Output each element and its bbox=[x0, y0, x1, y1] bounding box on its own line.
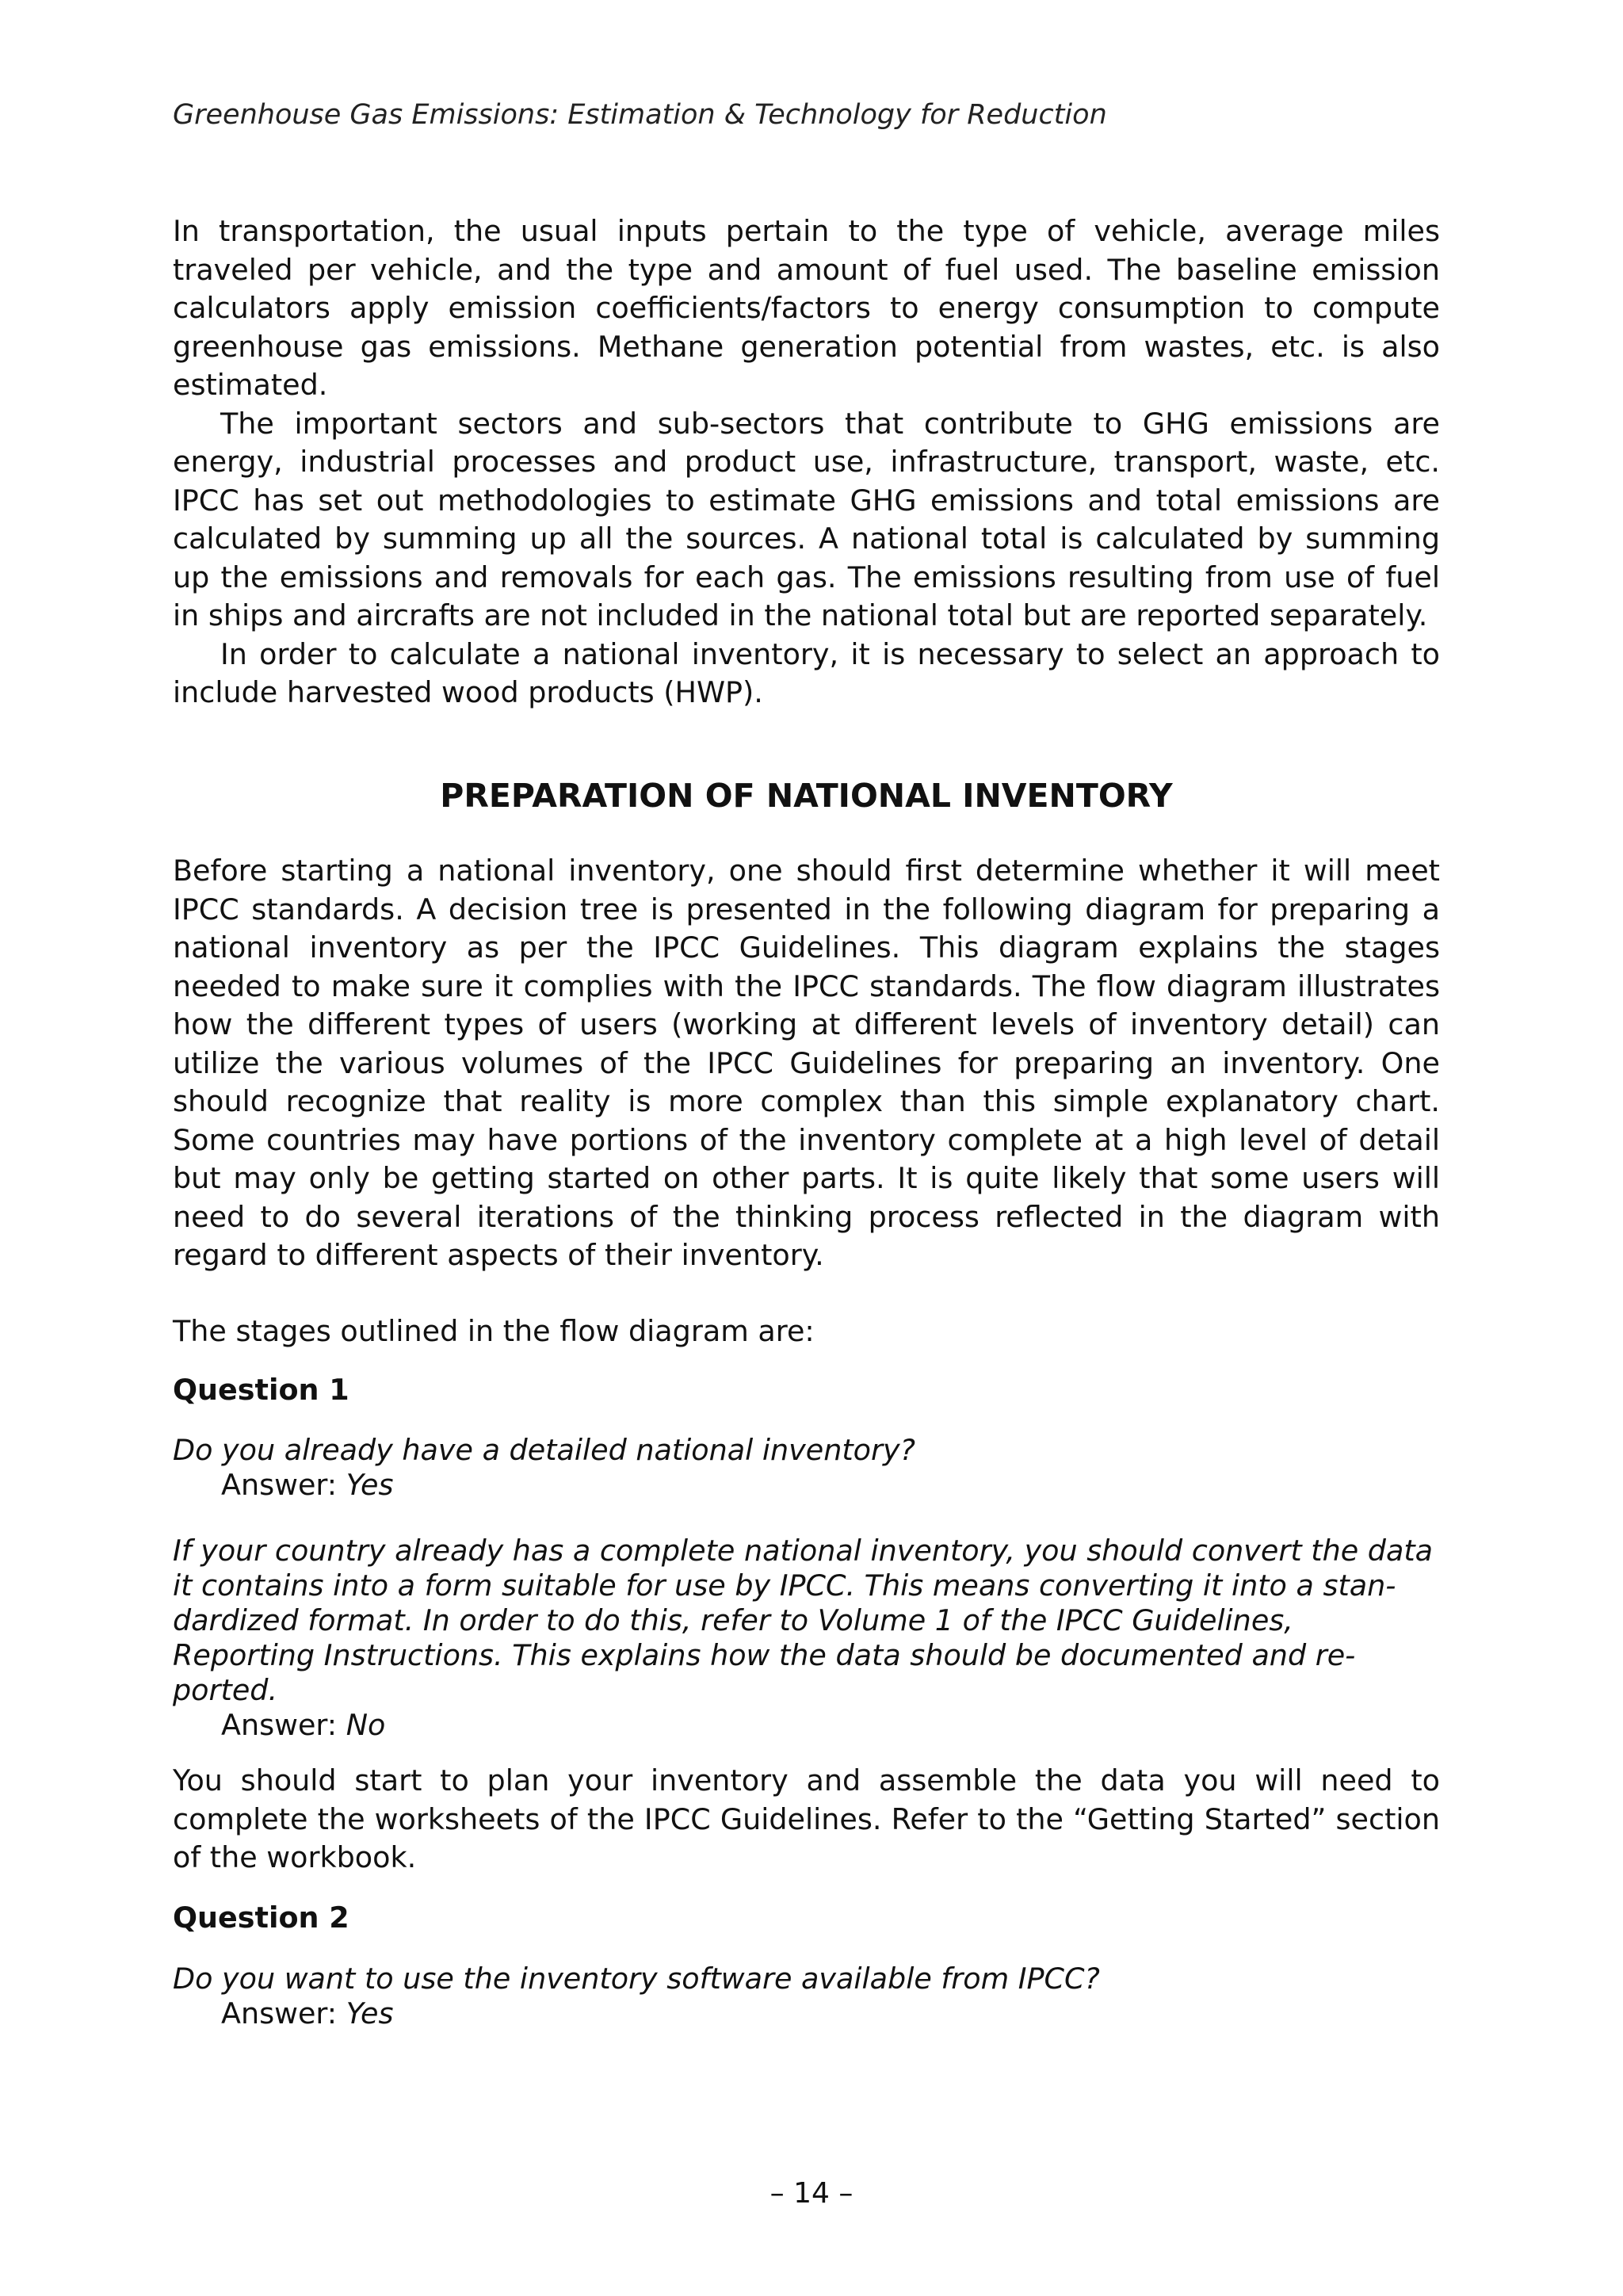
question-1-no-explanation bbox=[173, 1762, 1440, 1878]
yes-line-5: ported. bbox=[173, 1673, 278, 1707]
yes-line-2: it contains into a form suitable for use by IPCC. This means converting it into a stan- bbox=[173, 1568, 1396, 1603]
intro-paragraph-3: In order to calculate a national inventory, it is necessary to select an approach to include harvested wood products (HWP). bbox=[173, 636, 1440, 709]
yes-line-4: Reporting Instructions. This explains how the data should be documented and re- bbox=[173, 1638, 1356, 1672]
stages-intro bbox=[173, 1312, 1440, 1351]
section-paragraph-1: Before starting a national inventory, one should first determine whether it will meet IPCC standards. A decision tree is presented in the following diagram for preparing a national inventory as per the IPCC Guidelines. This diagram explains the stages needed to make sure it complies with the IPCC standards. The flow diagram illustrates how the different types of users (working at different levels of inventory detail) can utilize the various volumes of the IPCC Guidelines for preparing an inventory. One should recognize that reality is more complex than this simple explanatory chart. Some countries may have portions of the inventory complete at a high level of detail but may only be getting started on other parts. It is quite likely that some users will need to do several iterations of the thinking process reflected in the diagram with regard to different aspects of their inventory. bbox=[173, 854, 1440, 1272]
question-2-text: Do you want to use the inventory software available from IPCC? bbox=[173, 1962, 1100, 1996]
question-1-answer-yes bbox=[173, 1468, 1440, 1503]
question-1-block bbox=[173, 1433, 1440, 1503]
intro-paragraph-2: The important sectors and sub-sectors that contribute to GHG emissions are energy, industrial processes and product use, infrastructure, transport, waste, etc. IPCC has set out methodologies to estimate GHG emissions and total emissions are calculated by summing up all the sources. A national total is calculated by summing up the emissions and removals for each gas. The emissions resulting from use of fuel in ships and aircrafts are not included in the national total but are reported separately. bbox=[173, 406, 1440, 632]
running-header: Greenhouse Gas Emissions: Estimation & Technology for Reduction bbox=[173, 99, 1107, 131]
page-number: – 14 – bbox=[769, 2177, 854, 2210]
question-1-label: Question 1 bbox=[173, 1373, 349, 1407]
intro-paragraph-1: In transportation, the usual inputs pertain to the type of vehicle, average miles traveled per vehicle, and the type and amount of fuel used. The baseline emission calculators apply emission coefficients/factors to energy consumption to compute greenhouse gas emissions. Methane generation potential from wastes, etc. is also estimated. bbox=[173, 214, 1440, 402]
answer-value: Yes bbox=[346, 1468, 394, 1502]
question-1-yes-explanation bbox=[173, 1534, 1440, 1743]
answer-prefix: Answer: bbox=[221, 1708, 338, 1742]
question-1-answer-no bbox=[173, 1708, 1440, 1743]
no-explanation-text: You should start to plan your inventory and assemble the data you will need to complete the worksheets of the IPCC Guidelines. Refer to the “Getting Started” section of the workbook. bbox=[173, 1763, 1440, 1874]
intro-block bbox=[173, 212, 1440, 712]
section-heading: PREPARATION OF NATIONAL INVENTORY bbox=[440, 777, 1173, 815]
answer-value: No bbox=[346, 1708, 386, 1742]
stages-intro-text: The stages outlined in the flow diagram are: bbox=[173, 1314, 815, 1348]
question-1-text: Do you already have a detailed national inventory? bbox=[173, 1433, 915, 1467]
question-2-block bbox=[173, 1962, 1440, 2031]
yes-line-3: dardized format. In order to do this, refer to Volume 1 of the IPCC Guidelines, bbox=[173, 1603, 1293, 1637]
section-body bbox=[173, 852, 1440, 1275]
answer-value: Yes bbox=[346, 1996, 394, 2030]
answer-prefix: Answer: bbox=[221, 1468, 338, 1502]
answer-prefix: Answer: bbox=[221, 1996, 338, 2030]
yes-line-1: If your country already has a complete national inventory, you should convert the data bbox=[173, 1534, 1433, 1568]
question-2-answer-yes bbox=[173, 1996, 1440, 2031]
question-2-label: Question 2 bbox=[173, 1901, 349, 1935]
